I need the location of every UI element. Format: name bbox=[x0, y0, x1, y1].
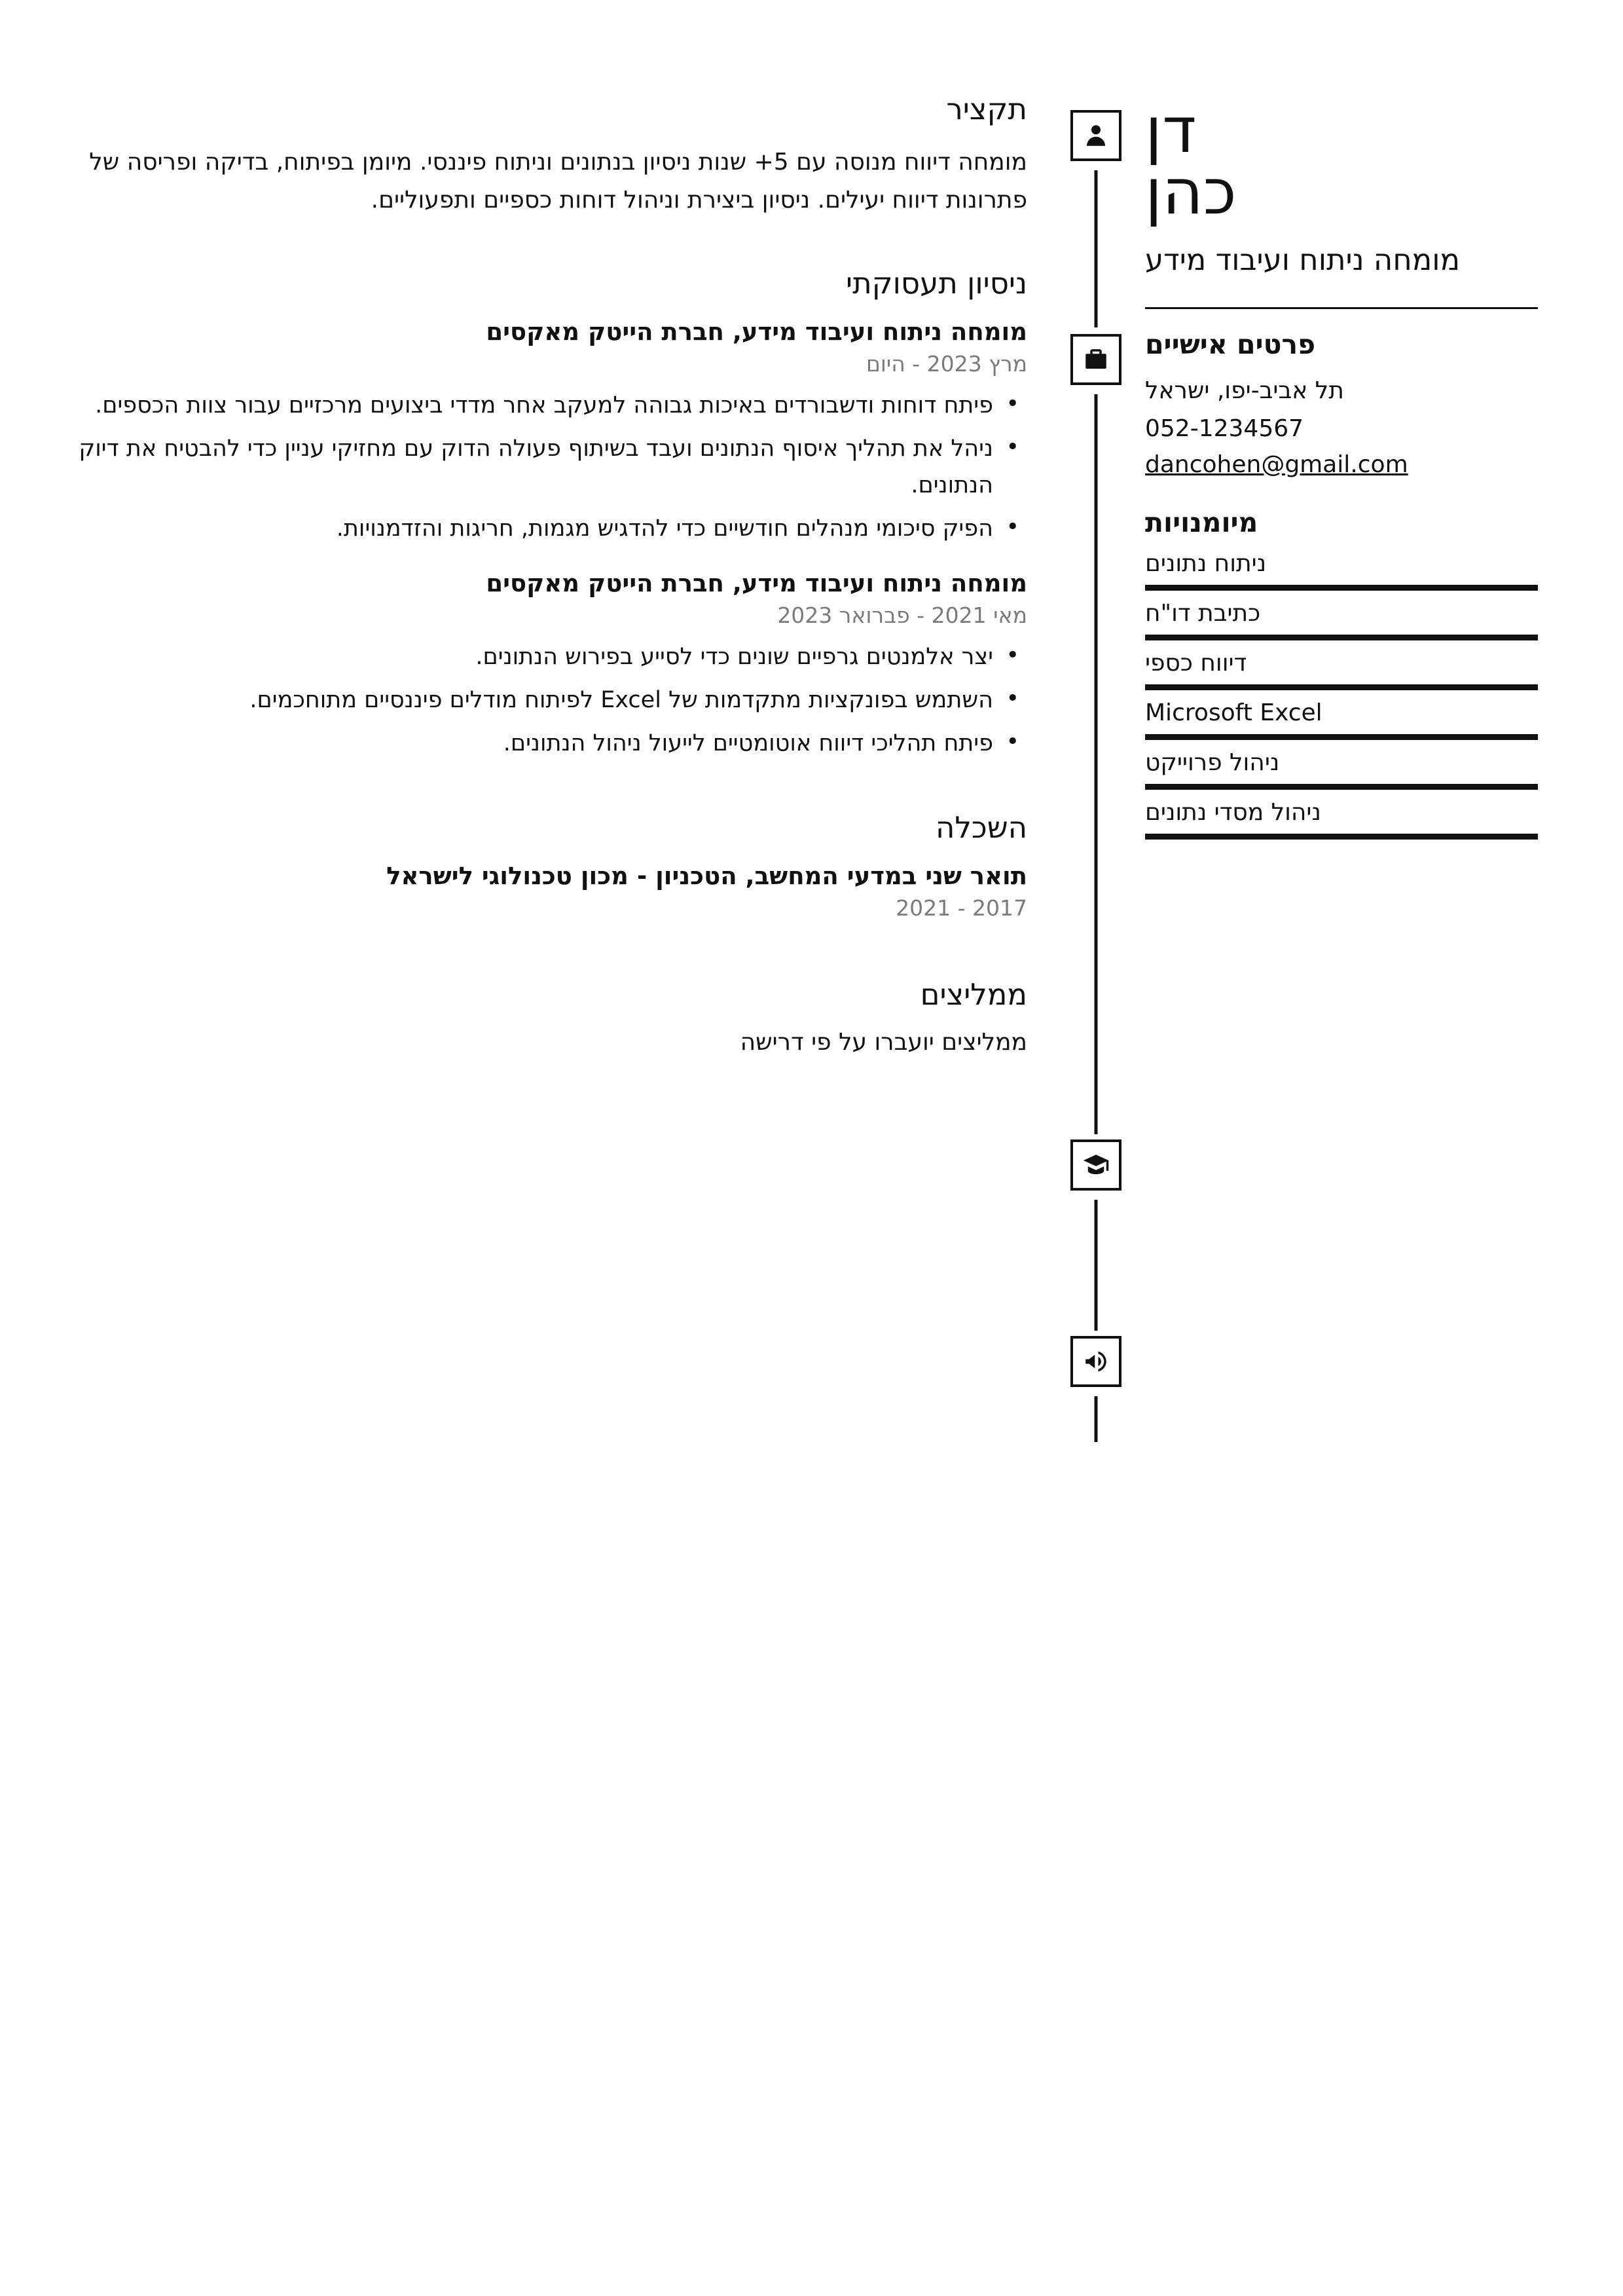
timeline-segment bbox=[1095, 394, 1098, 1134]
job-dates: מרץ 2023 - היום bbox=[866, 350, 1027, 377]
graduation-cap-icon bbox=[1070, 1139, 1122, 1191]
first-name: דן bbox=[1145, 94, 1197, 167]
job-bullet: • השתמש בפונקציות מתקדמות של Excel לפיתוח מודלים פיננסיים מתוחכמים. bbox=[79, 682, 993, 718]
job-bullet: • פיתח תהליכי דיווח אוטומטיים לייעול ניהול הנתונים. bbox=[79, 725, 993, 762]
location-text: תל אביב-יפו, ישראל bbox=[1145, 377, 1344, 405]
phone-text: 052-1234567 bbox=[1145, 415, 1304, 443]
job-bullet: • הפיק סיכומי מנהלים חודשיים כדי להדגיש מגמות, חריגות והזדמנויות. bbox=[79, 510, 993, 547]
timeline bbox=[1047, 92, 1145, 1091]
email-link[interactable]: dancohen@gmail.com bbox=[1145, 451, 1408, 478]
skills-title: מיומנויות bbox=[1145, 506, 1258, 538]
job-bullet: • יצר אלמנטים גרפיים שונים כדי לסייע בפירוש הנתונים. bbox=[79, 639, 993, 675]
timeline-segment bbox=[1095, 1396, 1098, 1442]
job-bullets bbox=[79, 639, 1027, 762]
sidebar bbox=[1145, 92, 1551, 1091]
personal-details-title: פרטים אישיים bbox=[1145, 329, 1316, 361]
skills-list bbox=[1145, 550, 1538, 840]
timeline-inner bbox=[1047, 92, 1145, 1091]
skill-item: ניהול מסדי נתונים bbox=[1145, 799, 1538, 840]
section-education bbox=[79, 810, 1027, 921]
experience-item bbox=[79, 569, 1027, 762]
education-degree: תואר שני במדעי המחשב, הטכניון - מכון טכנולוגי לישראל bbox=[386, 861, 1027, 890]
education-item bbox=[79, 862, 1027, 921]
job-title: מומחה ניתוח ועיבוד מידע, חברת הייטק מאקסים bbox=[486, 568, 1027, 597]
references-title: ממליצים bbox=[920, 976, 1027, 1012]
skill-item: דיווח כספי bbox=[1145, 650, 1538, 690]
skill-item: ניתוח נתונים bbox=[1145, 550, 1538, 591]
section-personal-details bbox=[1145, 329, 1538, 478]
section-experience bbox=[79, 266, 1027, 762]
name-block bbox=[1145, 94, 1538, 229]
experience-title: ניסיון תעסוקתי bbox=[846, 265, 1027, 301]
last-name: כהן bbox=[1145, 155, 1237, 229]
section-summary bbox=[79, 92, 1027, 220]
skill-item: ניהול פרוייקט bbox=[1145, 749, 1538, 790]
education-dates: 2017 - 2021 bbox=[896, 895, 1027, 921]
job-bullets bbox=[79, 387, 1027, 547]
section-references bbox=[79, 977, 1027, 1056]
resume-body bbox=[0, 0, 1623, 1091]
main-content bbox=[72, 92, 1047, 1091]
megaphone-icon bbox=[1070, 1336, 1122, 1387]
briefcase-icon bbox=[1070, 334, 1122, 385]
section-skills bbox=[1145, 507, 1538, 840]
divider bbox=[1145, 307, 1538, 309]
skill-item: Microsoft Excel bbox=[1145, 699, 1538, 740]
references-text: ממליצים יועברו על פי דרישה bbox=[740, 1028, 1027, 1056]
job-bullet: • ניהל את תהליך איסוף הנתונים ועבד בשיתוף פעולה הדוק עם מחזיקי עניין כדי להבטיח את דיוק הנתונים. bbox=[79, 430, 993, 504]
job-dates: מאי 2021 - פברואר 2023 bbox=[777, 602, 1027, 628]
timeline-segment bbox=[1095, 1200, 1098, 1331]
job-title: מומחה ניתוח ועיבוד מידע, חברת הייטק מאקסים bbox=[486, 317, 1027, 346]
experience-item bbox=[79, 318, 1027, 547]
summary-text: מומחה דיווח מנוסה עם 5+ שנות ניסיון בנתונים וניתוח פיננסי. מיומן בפיתוח, בדיקה ופריסה של פתרונות דיווח יעילים. ניסיון ביצירת וניהול דוחות כספיים ותפעוליים. bbox=[89, 149, 1027, 214]
education-title: השכלה bbox=[935, 809, 1027, 845]
headline: מומחה ניתוח ועיבוד מידע bbox=[1145, 242, 1461, 278]
skill-item: כתיבת דו"ח bbox=[1145, 600, 1538, 640]
summary-title: תקציר bbox=[946, 92, 1027, 126]
person-icon bbox=[1070, 110, 1122, 161]
job-bullet: • פיתח דוחות ודשבורדים באיכות גבוהה למעקב אחר מדדי ביצועים מרכזיים עבור צוות הכספים. bbox=[79, 387, 993, 424]
timeline-segment bbox=[1095, 170, 1098, 327]
